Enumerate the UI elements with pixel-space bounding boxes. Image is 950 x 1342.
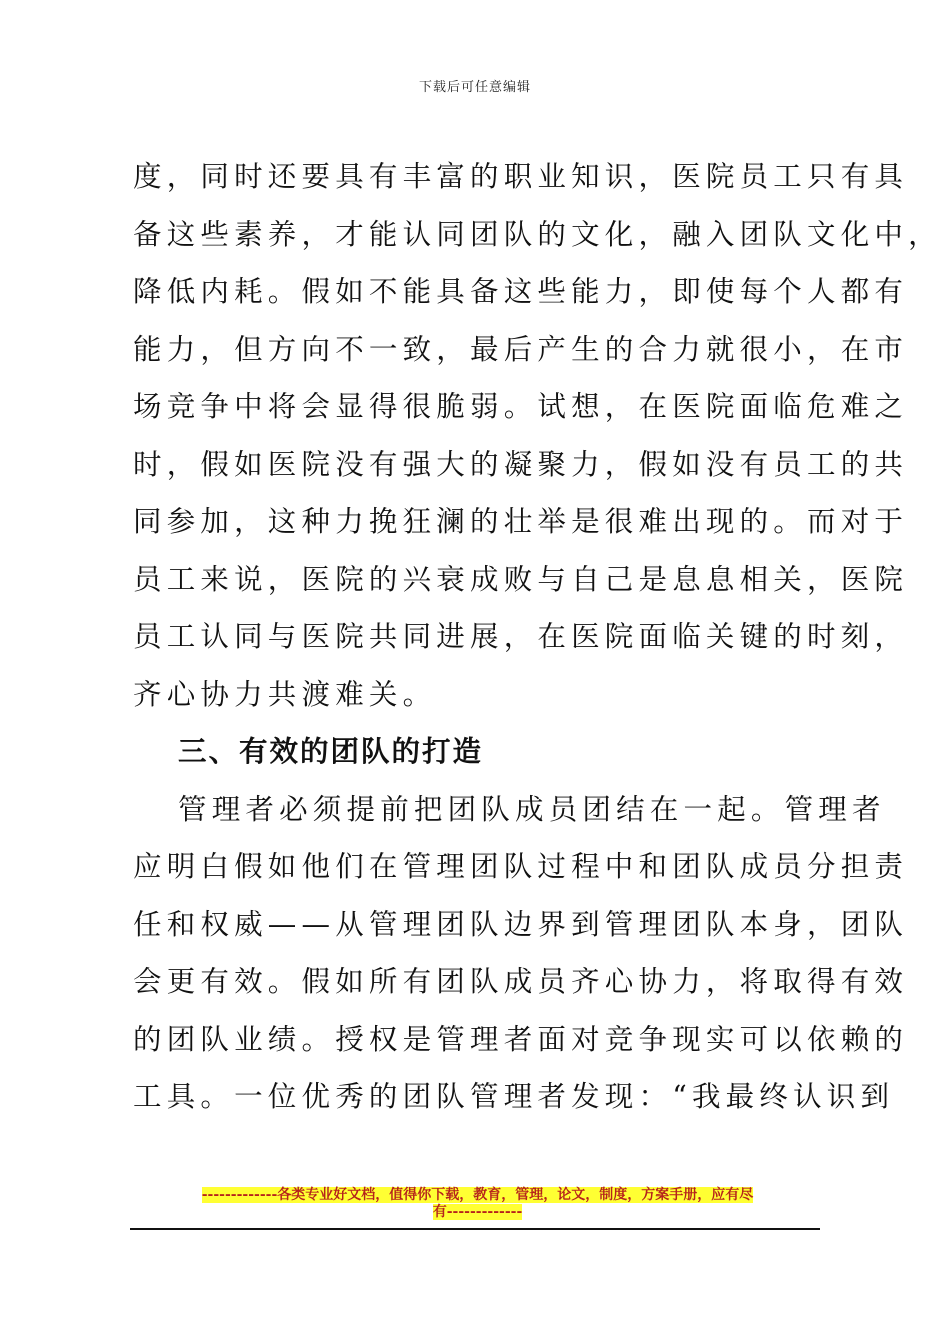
- body-line: 能力，但方向不一致，最后产生的合力就很小，在市: [133, 332, 909, 366]
- body-line: 工具。一位优秀的团队管理者发现：“我最终认识到: [133, 1080, 895, 1113]
- body-line: 同参加，这种力挽狂澜的壮举是很难出现的。而对于: [133, 505, 909, 538]
- body-line: 度，同时还要具有丰富的职业知识，医院员工只有具: [133, 160, 909, 193]
- body-line: 备这些素养，才能认同团队的文化，融入团队文化中，: [133, 217, 942, 251]
- body-line: 场竞争中将会显得很脆弱。试想，在医院面临危难之: [133, 390, 909, 423]
- footer-divider: [130, 1228, 820, 1230]
- section-heading: 三、有效的团队的打造: [178, 734, 484, 768]
- body-line: 员工来说，医院的兴衰成败与自己是息息相关，医院: [133, 562, 909, 596]
- body-line: 任和权威——从管理团队边界到管理团队本身，团队: [133, 907, 909, 941]
- body-line: 员工认同与医院共同进展，在医院面临关键的时刻，: [133, 620, 909, 653]
- footer-line-2: 有-------------: [432, 1204, 523, 1220]
- body-line: 会更有效。假如所有团队成员齐心协力，将取得有效: [133, 965, 909, 998]
- footer-banner: [155, 1187, 800, 1221]
- document-body: [133, 148, 942, 1126]
- body-line: 降低内耗。假如不能具备这些能力，即使每个人都有: [133, 275, 909, 308]
- paragraph-first-line: 管理者必须提前把团队成员团结在一起。管理者: [178, 792, 886, 826]
- body-line: 应明白假如他们在管理团队过程中和团队成员分担责: [133, 850, 909, 883]
- body-line: 时，假如医院没有强大的凝聚力，假如没有员工的共: [133, 447, 909, 481]
- footer-line-1: -------------各类专业好文档，值得你下载，教育，管理，论文，制度，方案手册，应有尽: [201, 1187, 754, 1203]
- page-header: 下载后可任意编辑: [418, 80, 531, 95]
- body-line: 齐心协力共渡难关。: [133, 677, 437, 711]
- body-line: 的团队业绩。授权是管理者面对竞争现实可以依赖的: [133, 1022, 909, 1056]
